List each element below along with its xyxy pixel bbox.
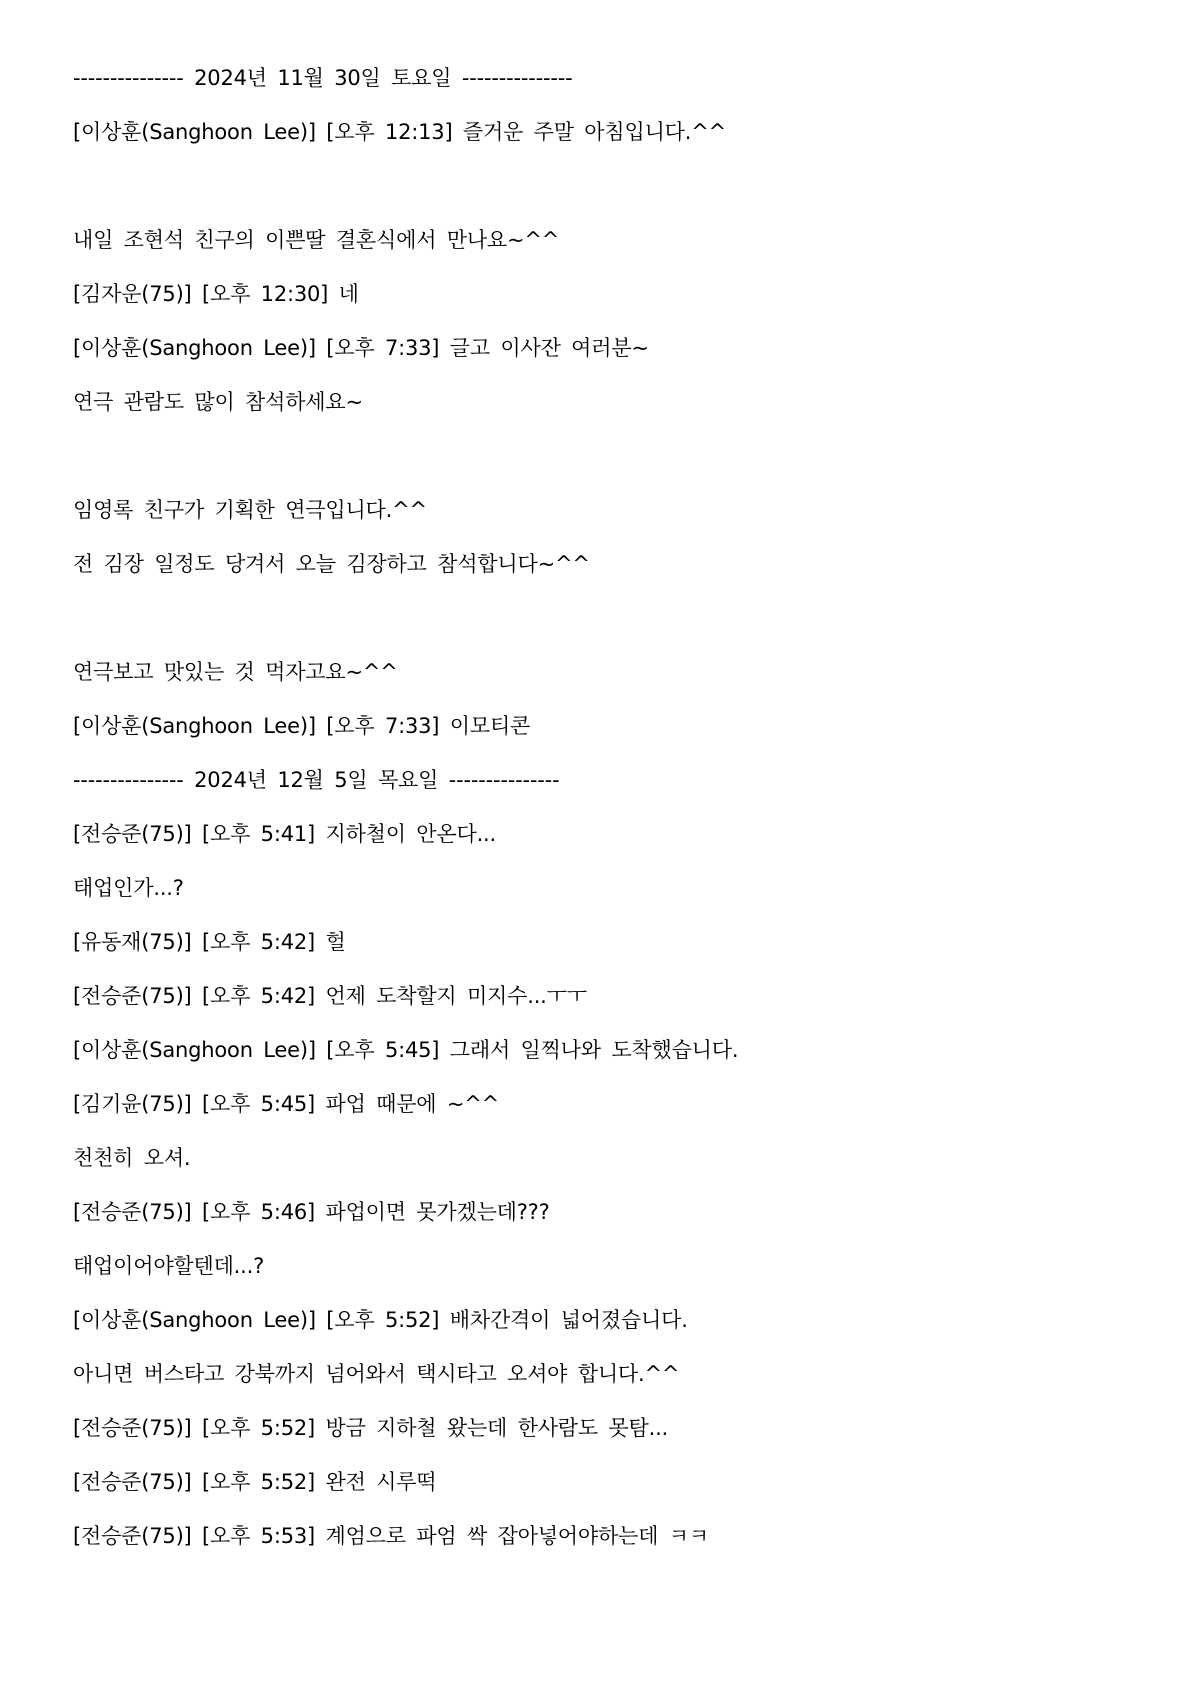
date-separator: --------------- 2024년 11월 30일 토요일 --------------- xyxy=(73,66,573,90)
chat-message-continuation: 연극보고 맛있는 것 먹자고요~^^ xyxy=(73,660,398,684)
chat-message-continuation: 연극 관람도 많이 참석하세요~ xyxy=(73,390,363,414)
chat-message: [이상훈(Sanghoon Lee)] [오후 12:13] 즐거운 주말 아침입니다.^^ xyxy=(73,120,727,144)
chat-message: [이상훈(Sanghoon Lee)] [오후 5:52] 배차간격이 넓어졌습니다. xyxy=(73,1308,688,1332)
blank-line xyxy=(73,172,1123,200)
chat-message: [전승준(75)] [오후 5:46] 파업이면 못가겠는데??? xyxy=(73,1200,550,1224)
chat-message: [이상훈(Sanghoon Lee)] [오후 7:33] 이모티콘 xyxy=(73,714,531,738)
chat-message: [김자운(75)] [오후 12:30] 네 xyxy=(73,282,359,306)
chat-message-continuation: 태업인가...? xyxy=(73,876,184,900)
chat-message-continuation: 태업이어야할텐데...? xyxy=(73,1254,265,1278)
chat-message: [전승준(75)] [오후 5:42] 언제 도착할지 미지수...ㅜㅜ xyxy=(73,984,587,1008)
chat-message-continuation: 전 김장 일정도 당겨서 오늘 김장하고 참석합니다~^^ xyxy=(73,552,590,576)
chat-message-continuation: 천천히 오셔. xyxy=(73,1146,191,1170)
chat-message: [이상훈(Sanghoon Lee)] [오후 7:33] 글고 이사잔 여러분~ xyxy=(73,336,649,360)
chat-message: [김기윤(75)] [오후 5:45] 파업 때문에 ~^^ xyxy=(73,1092,500,1116)
chat-message-continuation: 내일 조현석 친구의 이쁜딸 결혼식에서 만나요~^^ xyxy=(73,228,560,252)
chat-message: [전승준(75)] [오후 5:52] 방금 지하철 왔는데 한사람도 못탐... xyxy=(73,1416,669,1440)
chat-message: [유동재(75)] [오후 5:42] 헐 xyxy=(73,930,346,954)
chat-message: [전승준(75)] [오후 5:53] 계엄으로 파엄 싹 잡아넣어야하는데 ㅋㅋ xyxy=(73,1524,709,1548)
chat-message: [전승준(75)] [오후 5:52] 완전 시루떡 xyxy=(73,1470,437,1494)
chat-message: [전승준(75)] [오후 5:41] 지하철이 안온다... xyxy=(73,822,496,846)
blank-line xyxy=(73,604,1123,632)
chat-message-continuation: 아니면 버스타고 강북까지 넘어와서 택시타고 오셔야 합니다.^^ xyxy=(73,1362,680,1386)
date-separator: --------------- 2024년 12월 5일 목요일 --------------- xyxy=(73,768,560,792)
blank-line xyxy=(73,442,1123,470)
chat-message: [이상훈(Sanghoon Lee)] [오후 5:45] 그래서 일찍나와 도착했습니다. xyxy=(73,1038,739,1062)
chat-message-continuation: 임영록 친구가 기획한 연극입니다.^^ xyxy=(73,498,427,522)
chat-log-document xyxy=(73,64,1123,1576)
